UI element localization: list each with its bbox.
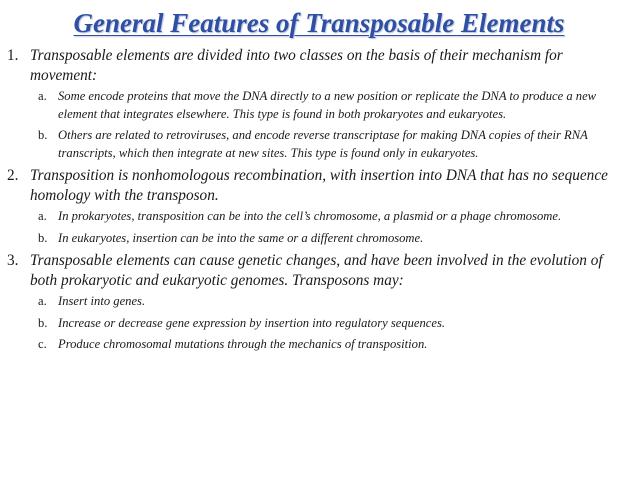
list-number: 3. bbox=[7, 252, 19, 269]
sublist-letter: a. bbox=[38, 209, 47, 223]
list-item-text: Transposition is nonhomologous recombination, with insertion into DNA that has no sequence homology with the transposon. bbox=[30, 167, 608, 204]
sublist-item-text: Others are related to retroviruses, and encode reverse transcriptase for making DNA copies of their RNA transcripts, which then integrate at new sites. This type is found only in eukaryotes. bbox=[58, 128, 588, 160]
sublist-letter: a. bbox=[38, 294, 47, 308]
sublist-item-text: Insert into genes. bbox=[58, 294, 146, 308]
slide-title: General Features of Transposable Elements bbox=[73, 8, 565, 38]
list-item-text: Transposable elements can cause genetic changes, and have been involved in the evolution of both prokaryotic and eukaryotic genomes. Transposons may: bbox=[30, 252, 603, 289]
sublist-item bbox=[0, 315, 638, 333]
sublist-item-text: In prokaryotes, transposition can be into the cell’s chromosome, a plasmid or a phage chromosome. bbox=[58, 209, 562, 223]
list-number: 2. bbox=[7, 167, 19, 184]
sublist-letter: c. bbox=[38, 337, 47, 351]
sublist-1 bbox=[0, 88, 638, 162]
sublist-item-text: Some encode proteins that move the DNA directly to a new position or replicate the DNA to produce a new element that integrates elsewhere. This type is found in both prokaryotes and eukaryotes. bbox=[58, 89, 597, 121]
sublist-2 bbox=[0, 208, 638, 247]
sublist-item-text: Increase or decrease gene expression by insertion into regulatory sequences. bbox=[58, 315, 446, 330]
sublist-item bbox=[0, 88, 638, 123]
list-number: 1. bbox=[7, 47, 19, 64]
list-item-2 bbox=[0, 166, 638, 205]
sublist-3 bbox=[0, 293, 638, 354]
sublist-letter: a. bbox=[38, 89, 47, 103]
sublist-item bbox=[0, 127, 638, 162]
sublist-letter: b. bbox=[38, 128, 48, 142]
list-item-1 bbox=[0, 46, 638, 85]
sublist-item-text: In eukaryotes, insertion can be into the same or a different chromosome. bbox=[58, 230, 424, 245]
sublist-letter: b. bbox=[38, 315, 48, 330]
sublist-item bbox=[0, 230, 638, 248]
sublist-letter: b. bbox=[38, 230, 48, 245]
sublist-item bbox=[0, 293, 638, 311]
content-list bbox=[0, 46, 638, 358]
sublist-item-text: Produce chromosomal mutations through the mechanics of transposition. bbox=[58, 337, 428, 351]
sublist-item bbox=[0, 336, 638, 354]
list-item-3 bbox=[0, 251, 638, 290]
list-item-text: Transposable elements are divided into two classes on the basis of their mechanism for movement: bbox=[30, 47, 563, 84]
sublist-item bbox=[0, 208, 638, 226]
